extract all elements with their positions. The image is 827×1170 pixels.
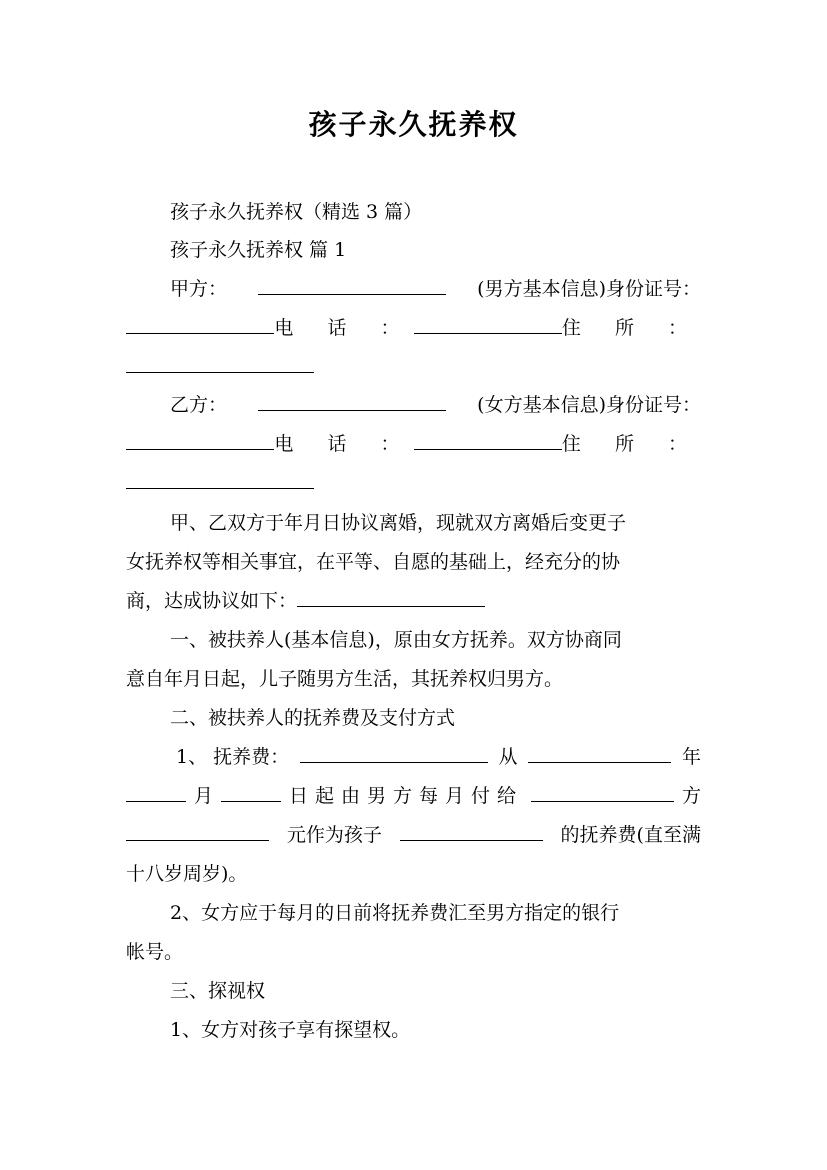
- party-a-contact-line: [126, 309, 701, 347]
- fee-yuan-text: 元作为孩子: [286, 824, 382, 846]
- party-a-phone-blank: [414, 309, 562, 334]
- fee-child-blank: [400, 816, 543, 841]
- clause3-heading: 三、探视权: [170, 980, 266, 1002]
- party-a-name-blank: [258, 270, 446, 295]
- fee-line-1: [126, 738, 701, 776]
- fee-line-2: [126, 777, 701, 815]
- section-heading: 孩子永久抚养权 篇 1: [170, 239, 347, 261]
- fee-start-text: 日起由男方每月付给: [288, 785, 523, 807]
- fee-from: 从: [498, 746, 518, 768]
- intro-line-3: [126, 582, 701, 620]
- clause1-line-2: 意自年月日起，儿子随男方生活，其抚养权归男方。: [126, 668, 564, 690]
- party-b-info: (女方基本信息)身份证号：: [477, 394, 701, 416]
- document-title: 孩子永久抚养权: [308, 108, 519, 141]
- fee-side-blank: [531, 777, 674, 802]
- fee-year: 年: [681, 746, 701, 768]
- party-b-address-line: [126, 464, 701, 502]
- party-a-phone-label: 电 话 ：: [274, 317, 414, 339]
- party-a-address-line: [126, 348, 701, 386]
- clause1-line-1: 一、被扶养人(基本信息)，原由女方抚养。双方协商同: [170, 629, 622, 651]
- intro-blank: [297, 582, 485, 607]
- party-b-phone-label: 电 话 ：: [274, 433, 414, 455]
- fee-line-3: [126, 816, 701, 854]
- party-b-address-label: 住 所 ：: [561, 433, 701, 455]
- item2-line-2: 帐号。: [126, 941, 184, 963]
- party-a-id-blank: [126, 309, 274, 334]
- party-a-label: 甲方：: [170, 278, 228, 300]
- intro-line-2: 女抚养权等相关事宜，在平等、自愿的基础上，经充分的协: [126, 551, 621, 573]
- item2-line-1: 2、女方应于每月的日前将抚养费汇至男方指定的银行: [170, 902, 620, 924]
- party-b-contact-line: [126, 425, 701, 463]
- party-a-info: (男方基本信息)身份证号：: [477, 278, 701, 300]
- clause2-heading: 二、被扶养人的抚养费及支付方式: [170, 707, 456, 729]
- fee-amount-blank: [300, 738, 488, 763]
- fee-month: 月: [193, 785, 213, 807]
- fee-yuan-blank: [126, 816, 269, 841]
- fee-month-blank: [126, 777, 186, 802]
- party-b-line: [126, 386, 701, 424]
- party-b-label: 乙方：: [170, 394, 228, 416]
- clause3-item1: 1、女方对孩子享有探望权。: [170, 1019, 411, 1041]
- fee-label: 1、 抚养费：: [176, 746, 290, 768]
- party-b-name-blank: [258, 386, 446, 411]
- fee-side: 方: [681, 785, 701, 807]
- fee-day-blank: [221, 777, 281, 802]
- party-b-phone-blank: [414, 425, 562, 450]
- fee-year-blank: [528, 738, 671, 763]
- fee-line-4: 十八岁周岁)。: [126, 863, 248, 885]
- party-a-address-blank: [126, 348, 314, 373]
- party-a-address-label: 住 所 ：: [561, 317, 701, 339]
- intro-line-3-text: 商，达成协议如下：: [126, 590, 298, 612]
- intro-line-1: 甲、乙双方于年月日协议离婚，现就双方离婚后变更子: [170, 512, 627, 534]
- party-b-id-blank: [126, 425, 274, 450]
- party-b-address-blank: [126, 464, 314, 489]
- party-a-line: [126, 270, 701, 308]
- subtitle: 孩子永久抚养权（精选 3 篇）: [170, 201, 423, 223]
- fee-fee-text: 的抚养费(直至满: [560, 824, 701, 846]
